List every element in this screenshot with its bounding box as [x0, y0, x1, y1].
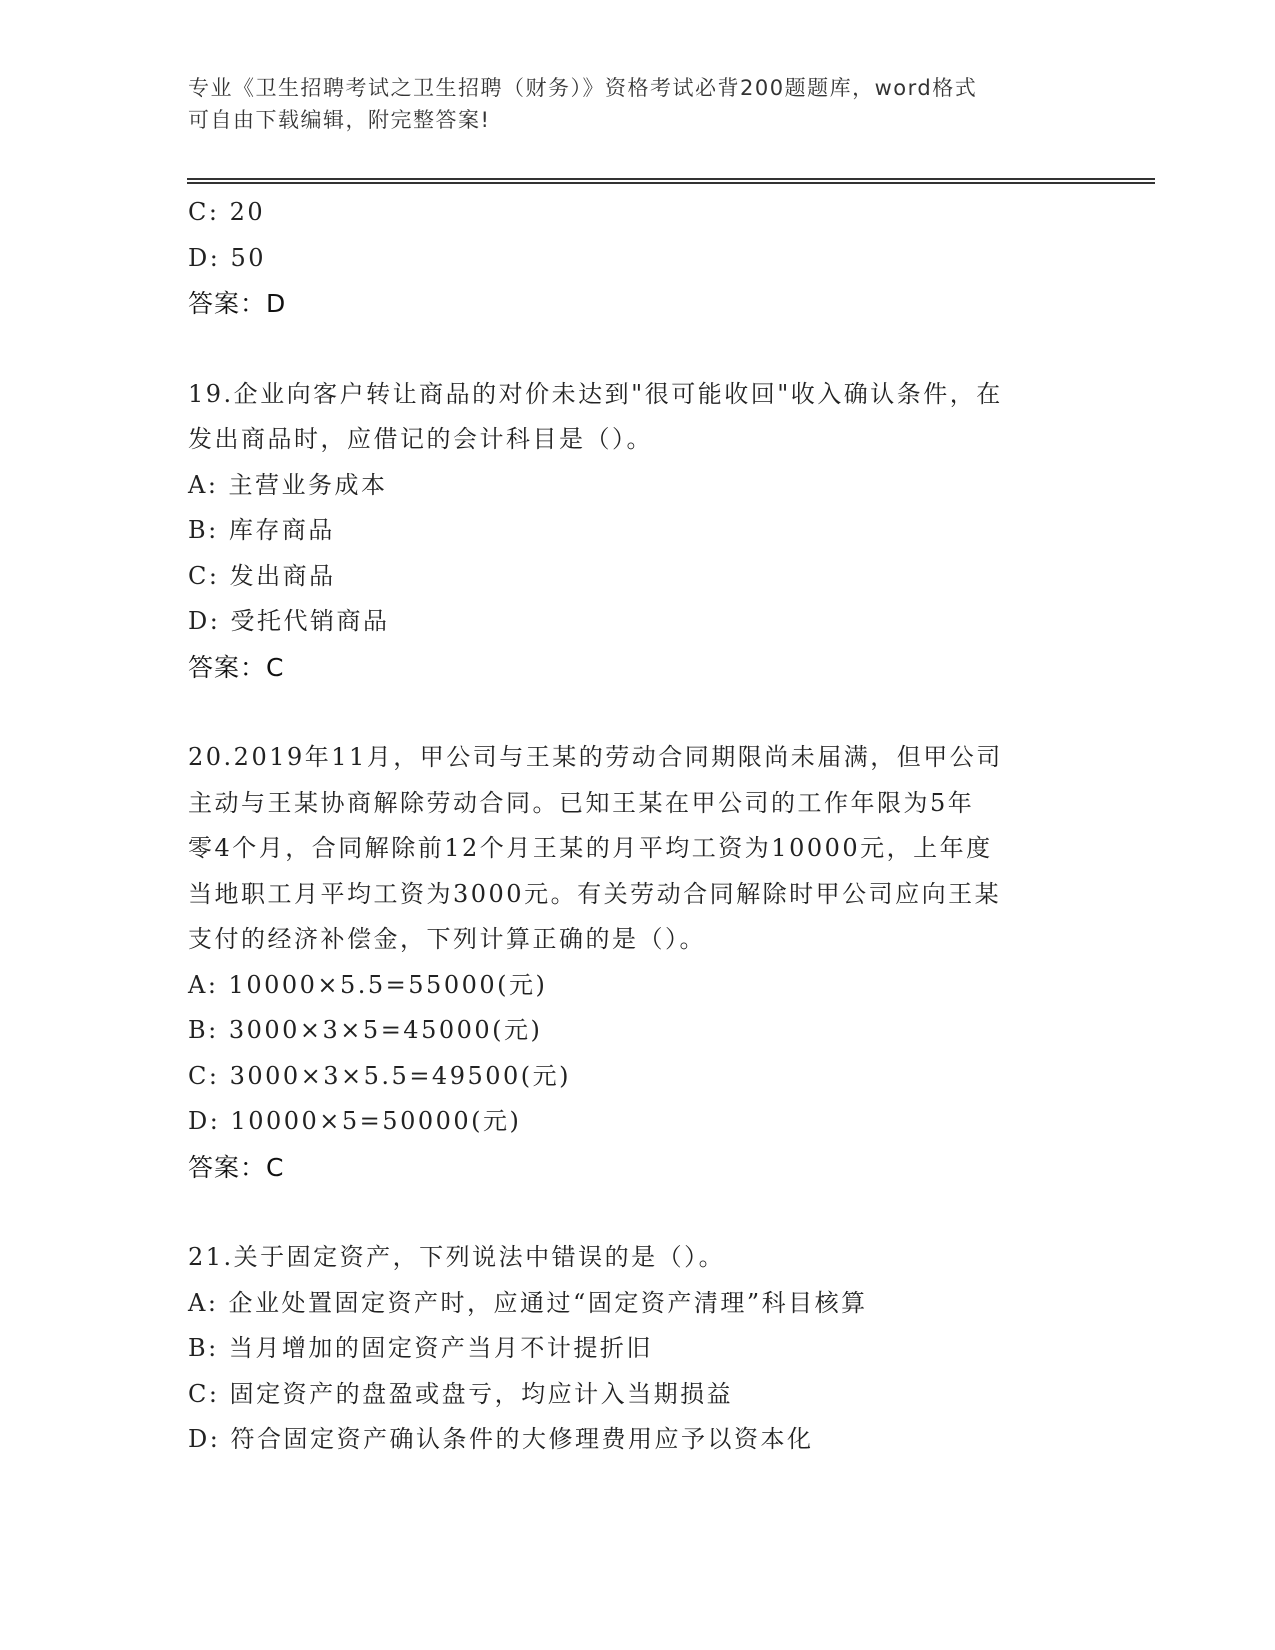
header-title-line-1: 专业《卫生招聘考试之卫生招聘（财务）》资格考试必背200题题库，word格式 — [188, 76, 978, 100]
question-18 — [188, 190, 1078, 327]
header-divider-top — [187, 178, 1155, 180]
spacer — [188, 1190, 1078, 1235]
answer-line: 答案：C — [188, 652, 285, 682]
question-stem-line: 20.2019年11月，甲公司与王某的劳动合同期限尚未届满，但甲公司 — [188, 743, 1003, 771]
document-header — [188, 72, 1068, 136]
header-divider-bottom — [187, 182, 1155, 184]
header-title-line-2: 可自由下载编辑，附完整答案! — [188, 108, 491, 132]
option-a: A: 主营业务成本 — [188, 470, 388, 499]
option-c: C: 20 — [188, 198, 266, 226]
answer-line: 答案：C — [188, 1152, 285, 1182]
option-d: D: 50 — [188, 243, 266, 272]
option-a: A: 10000×5.5=55000(元) — [188, 970, 548, 999]
question-stem-line: 支付的经济补偿金，下列计算正确的是（）。 — [188, 925, 706, 953]
option-b: B: 当月增加的固定资产当月不计提折旧 — [188, 1334, 653, 1362]
question-list — [188, 190, 1078, 1463]
option-d: D: 受托代销商品 — [188, 607, 390, 635]
option-c: C: 固定资产的盘盈或盘亏，均应计入当期损益 — [188, 1379, 734, 1408]
question-stem-line: 19.企业向客户转让商品的对价未达到"很可能收回"收入确认条件，在 — [188, 379, 1003, 408]
option-b: B: 3000×3×5=45000(元) — [188, 1016, 543, 1044]
question-stem-line: 发出商品时，应借记的会计科目是（）。 — [188, 425, 653, 453]
option-d: D: 10000×5=50000(元) — [188, 1107, 522, 1135]
spacer — [188, 690, 1078, 735]
question-stem-line: 零4个月，合同解除前12个月王某的月平均工资为10000元，上年度 — [188, 834, 993, 862]
answer-line: 答案：D — [188, 289, 287, 318]
option-c: C: 发出商品 — [188, 561, 336, 590]
question-stem-line: 主动与王某协商解除劳动合同。已知王某在甲公司的工作年限为5年 — [188, 788, 975, 817]
option-b: B: 库存商品 — [188, 516, 335, 544]
question-stem-line: 21.关于固定资产，下列说法中错误的是（）。 — [188, 1243, 726, 1271]
option-d: D: 符合固定资产确认条件的大修理费用应予以资本化 — [188, 1425, 814, 1453]
question-stem-line: 当地职工月平均工资为3000元。有关劳动合同解除时甲公司应向王某 — [188, 879, 1002, 908]
question-20 — [188, 735, 1078, 1190]
question-21 — [188, 1235, 1078, 1463]
spacer — [188, 327, 1078, 372]
option-a: A: 企业处置固定资产时，应通过“固定资产清理”科目核算 — [188, 1288, 868, 1317]
question-19 — [188, 372, 1078, 691]
option-c: C: 3000×3×5.5=49500(元) — [188, 1061, 571, 1090]
